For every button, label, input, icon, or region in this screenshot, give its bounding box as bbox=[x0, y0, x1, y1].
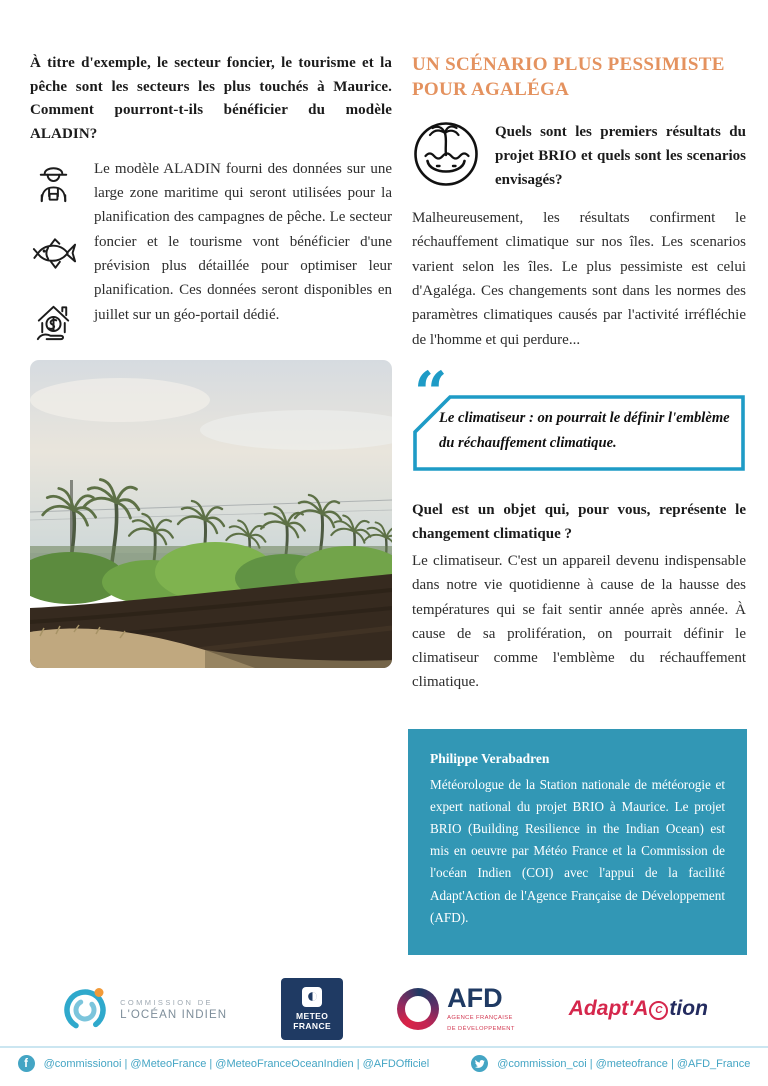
adapt-action-part1: Adapt'A bbox=[568, 997, 649, 1020]
meteo-france-logo bbox=[281, 978, 343, 1040]
question2: Quel est un objet qui, pour vous, représente le changement climatique ? bbox=[412, 501, 746, 542]
afd-ring-icon bbox=[397, 988, 439, 1030]
sector-icons bbox=[30, 157, 94, 346]
coi-logo bbox=[60, 984, 227, 1034]
author-bio-text: Météorologue de la Station nationale de météorogie et expert national du projet BRIO à Maurice. Le projet BRIO (Building Resilience in the Indian Ocean) est mis en oeuvre par Météo France et la Commission de l'océan Indien (COI) avec l'appui de la facilité Adapt'Action de l'Agence Française de Développement (AFD). bbox=[430, 776, 725, 925]
house-investment-icon bbox=[30, 299, 77, 346]
twitter-handles[interactable]: @commission_coi | @meteofrance | @AFD_France bbox=[497, 1057, 751, 1070]
pull-quote bbox=[412, 358, 746, 472]
question1-row bbox=[412, 120, 746, 192]
aladin-section bbox=[30, 157, 392, 346]
question1: Quels sont les premiers résultats du projet BRIO et quels sont les scenarios envisagés? bbox=[495, 124, 746, 189]
adapt-action-logo bbox=[569, 997, 708, 1021]
answer2: Le climatiseur. C'est un appareil devenu indispensable dans notre vie quotidienne à cause de la hausse des températures qui se fait sentir année après année. À cause de sa prolifération, on pourrait définir le climatiseur comme l'emblème du réchauffement climatique. bbox=[412, 552, 746, 691]
adapt-action-part3: tion bbox=[669, 997, 708, 1020]
fish-icon bbox=[30, 230, 77, 277]
afd-acronym: AFD bbox=[447, 982, 503, 1013]
afd-subtitle-line2: DE DÉVELOPPEMENT bbox=[447, 1025, 515, 1032]
intro-question: À titre d'exemple, le secteur foncier, le tourisme et la pêche sont les secteurs les plus touchés à Maurice. Comment pourront-t-ils bénéficier du modèle ALADIN? bbox=[30, 55, 392, 143]
answer1: Malheureusement, les résultats confirment le réchauffement climatique sur nos îles. Les scenarios varient selon les îles. Le plus pessimiste est celui d'Agaléga. Ces changements sont dans les normes des paramètres climatiques causés par l'activité irréfléchie de l'homme et qui perdure... bbox=[412, 210, 746, 348]
coi-label-line1: COMMISSION DE bbox=[120, 997, 213, 1007]
twitter-icon[interactable] bbox=[471, 1055, 488, 1072]
coi-label-line2: L'OCÉAN INDIEN bbox=[120, 1008, 228, 1021]
footer-divider bbox=[0, 1046, 768, 1048]
aladin-paragraph: Le modèle ALADIN fourni des données sur une large zone maritime qui seront utilisées pour la planification des campagnes de pêche. Le secteur foncier et le tourisme vont bénéficier d'une prévision plus détaillée pour optimiser leur planification. Ces données seront disponibles en juillet sur un géo-portail dédié. bbox=[94, 160, 392, 323]
section-heading: UN SCÉNARIO PLUS PESSIMISTE POUR AGALÉGA bbox=[412, 54, 725, 101]
facebook-handles[interactable]: @commissionoi | @MeteoFrance | @MeteoFranceOceanIndien | @AFDOfficiel bbox=[43, 1057, 430, 1070]
social-bar bbox=[0, 1055, 768, 1072]
facebook-icon[interactable]: f bbox=[18, 1055, 35, 1072]
left-column bbox=[30, 52, 392, 668]
island-icon bbox=[412, 120, 480, 188]
field-photo bbox=[30, 360, 392, 668]
afd-subtitle-line1: AGENCE FRANÇAISE bbox=[447, 1014, 513, 1021]
farmer-icon bbox=[30, 161, 77, 208]
afd-logo bbox=[397, 982, 515, 1033]
quote-text: Le climatiseur : on pourrait le définir l'emblème du réchauffement climatique. bbox=[439, 409, 730, 452]
partner-logos bbox=[0, 978, 768, 1040]
meteo-france-label-line2: FRANCE bbox=[293, 1021, 332, 1031]
quote-icon: “ bbox=[414, 358, 443, 427]
adapt-action-circled-c-icon: C bbox=[649, 1001, 668, 1020]
coi-swirl-icon bbox=[60, 984, 110, 1034]
author-name: Philippe Verabadren bbox=[430, 750, 550, 766]
meteo-france-label-line1: METEO bbox=[296, 1010, 329, 1021]
author-bio-box bbox=[408, 729, 747, 955]
meteo-france-symbol-icon bbox=[302, 987, 322, 1007]
right-column bbox=[412, 52, 746, 955]
